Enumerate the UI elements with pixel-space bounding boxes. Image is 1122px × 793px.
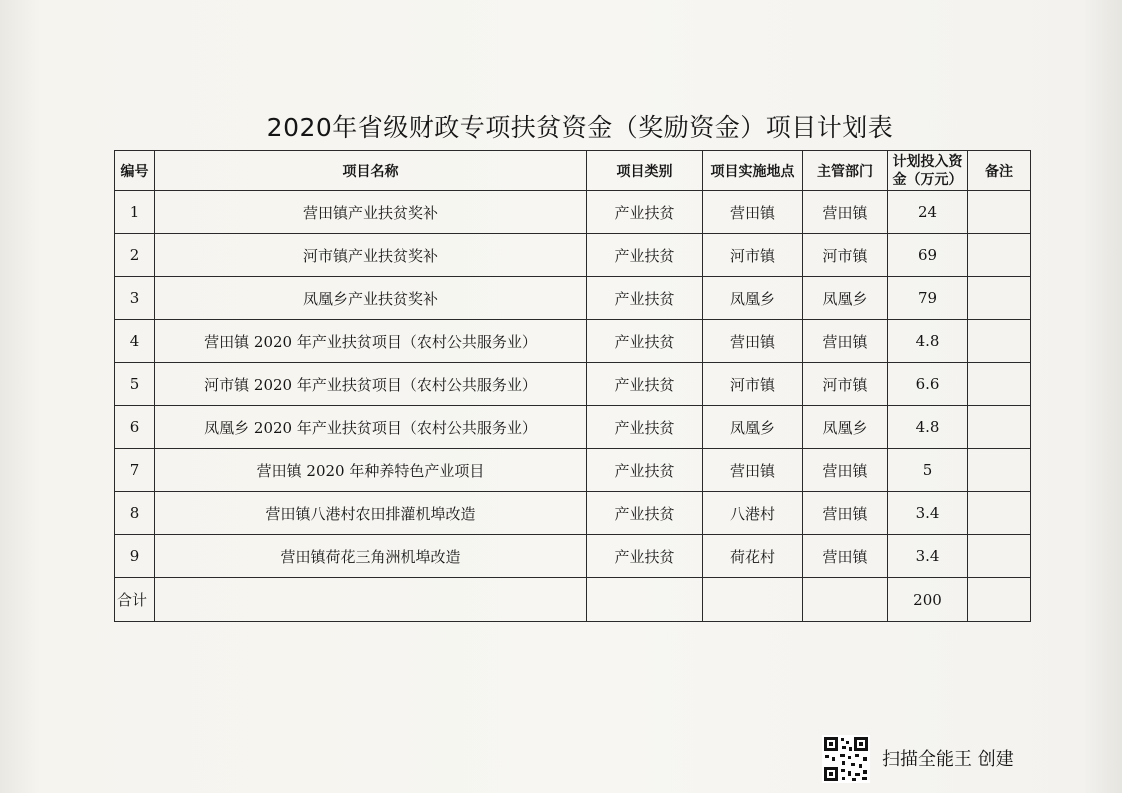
scanner-watermark xyxy=(822,735,1052,783)
total-empty-dept xyxy=(803,578,888,622)
table-row xyxy=(115,406,1031,449)
cell-name: 河市镇产业扶贫奖补 xyxy=(155,234,587,277)
scan-edge xyxy=(1085,0,1122,793)
header-row xyxy=(115,151,1031,191)
cell-no: 8 xyxy=(115,492,155,535)
cell-amount: 3.4 xyxy=(888,492,968,535)
cell-name: 凤凰乡产业扶贫奖补 xyxy=(155,277,587,320)
cell-remark xyxy=(968,277,1031,320)
scanner-watermark-text: 扫描全能王 创建 xyxy=(882,749,1014,770)
cell-amount: 3.4 xyxy=(888,535,968,578)
header-amount-line1: 计划投入资 xyxy=(892,153,963,170)
total-label: 合计 xyxy=(115,578,155,622)
cell-location: 荷花村 xyxy=(703,535,803,578)
cell-name: 河市镇 2020 年产业扶贫项目（农村公共服务业） xyxy=(155,363,587,406)
cell-amount: 24 xyxy=(888,191,968,234)
cell-no: 1 xyxy=(115,191,155,234)
total-empty-location xyxy=(703,578,803,622)
header-amount xyxy=(888,151,968,191)
cell-dept: 凤凰乡 xyxy=(803,277,888,320)
cell-remark xyxy=(968,449,1031,492)
cell-name: 营田镇八港村农田排灌机埠改造 xyxy=(155,492,587,535)
cell-location: 营田镇 xyxy=(703,191,803,234)
cell-dept: 营田镇 xyxy=(803,191,888,234)
table-row xyxy=(115,492,1031,535)
cell-category: 产业扶贫 xyxy=(587,492,703,535)
cell-dept: 河市镇 xyxy=(803,363,888,406)
cell-category: 产业扶贫 xyxy=(587,535,703,578)
cell-dept: 营田镇 xyxy=(803,320,888,363)
header-category: 项目类别 xyxy=(587,151,703,191)
cell-dept: 营田镇 xyxy=(803,492,888,535)
cell-remark xyxy=(968,363,1031,406)
cell-category: 产业扶贫 xyxy=(587,320,703,363)
cell-amount: 69 xyxy=(888,234,968,277)
cell-name: 营田镇产业扶贫奖补 xyxy=(155,191,587,234)
table-row xyxy=(115,363,1031,406)
table-row xyxy=(115,234,1031,277)
cell-name: 营田镇荷花三角洲机埠改造 xyxy=(155,535,587,578)
cell-dept: 河市镇 xyxy=(803,234,888,277)
cell-category: 产业扶贫 xyxy=(587,234,703,277)
cell-no: 9 xyxy=(115,535,155,578)
cell-no: 7 xyxy=(115,449,155,492)
header-name: 项目名称 xyxy=(155,151,587,191)
table-row xyxy=(115,320,1031,363)
total-empty-category xyxy=(587,578,703,622)
cell-location: 凤凰乡 xyxy=(703,406,803,449)
page-title: 2020年省级财政专项扶贫资金（奖励资金）项目计划表 xyxy=(266,113,894,142)
cell-remark xyxy=(968,535,1031,578)
cell-category: 产业扶贫 xyxy=(587,406,703,449)
cell-no: 6 xyxy=(115,406,155,449)
cell-amount: 6.6 xyxy=(888,363,968,406)
cell-no: 2 xyxy=(115,234,155,277)
cell-no: 4 xyxy=(115,320,155,363)
cell-location: 河市镇 xyxy=(703,234,803,277)
cell-no: 5 xyxy=(115,363,155,406)
header-no: 编号 xyxy=(115,151,155,191)
header-remark: 备注 xyxy=(968,151,1031,191)
header-amount-line2: 金（万元） xyxy=(892,171,963,188)
cell-amount: 4.8 xyxy=(888,320,968,363)
cell-remark xyxy=(968,320,1031,363)
total-empty-remark xyxy=(968,578,1031,622)
cell-category: 产业扶贫 xyxy=(587,191,703,234)
cell-location: 八港村 xyxy=(703,492,803,535)
header-location: 项目实施地点 xyxy=(703,151,803,191)
total-empty-name xyxy=(155,578,587,622)
cell-category: 产业扶贫 xyxy=(587,277,703,320)
cell-dept: 凤凰乡 xyxy=(803,406,888,449)
cell-category: 产业扶贫 xyxy=(587,363,703,406)
project-plan-table xyxy=(114,150,1031,622)
table-row xyxy=(115,535,1031,578)
cell-name: 营田镇 2020 年产业扶贫项目（农村公共服务业） xyxy=(155,320,587,363)
cell-dept: 营田镇 xyxy=(803,535,888,578)
cell-name: 凤凰乡 2020 年产业扶贫项目（农村公共服务业） xyxy=(155,406,587,449)
cell-location: 凤凰乡 xyxy=(703,277,803,320)
cell-amount: 4.8 xyxy=(888,406,968,449)
cell-remark xyxy=(968,492,1031,535)
cell-location: 营田镇 xyxy=(703,449,803,492)
cell-remark xyxy=(968,406,1031,449)
cell-location: 河市镇 xyxy=(703,363,803,406)
cell-remark xyxy=(968,191,1031,234)
cell-amount: 5 xyxy=(888,449,968,492)
header-dept: 主管部门 xyxy=(803,151,888,191)
cell-dept: 营田镇 xyxy=(803,449,888,492)
table-row xyxy=(115,277,1031,320)
cell-no: 3 xyxy=(115,277,155,320)
cell-remark xyxy=(968,234,1031,277)
qr-code-icon xyxy=(822,735,870,783)
total-amount: 200 xyxy=(888,578,968,622)
table-row xyxy=(115,191,1031,234)
total-row xyxy=(115,578,1031,622)
cell-location: 营田镇 xyxy=(703,320,803,363)
cell-amount: 79 xyxy=(888,277,968,320)
table-row xyxy=(115,449,1031,492)
cell-name: 营田镇 2020 年种养特色产业项目 xyxy=(155,449,587,492)
cell-category: 产业扶贫 xyxy=(587,449,703,492)
